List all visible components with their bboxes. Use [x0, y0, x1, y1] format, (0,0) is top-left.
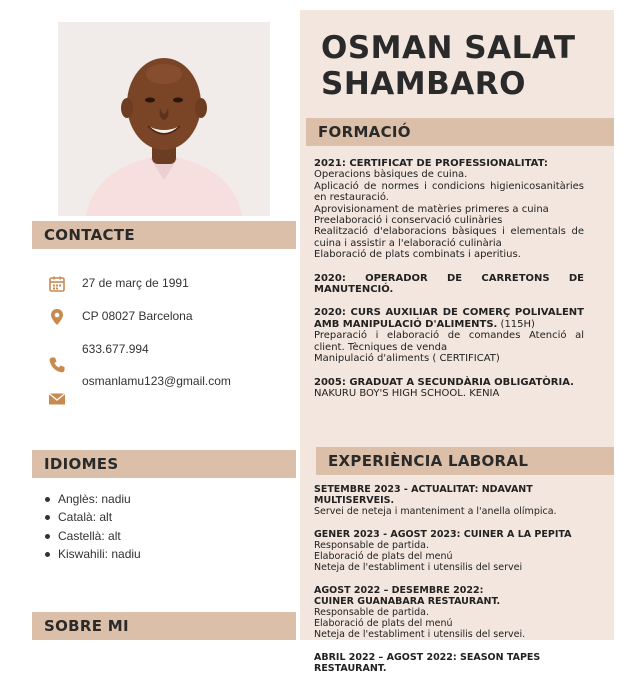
phone-icon	[48, 356, 66, 374]
experience-heading: GENER 2023 - AGOST 2023: CUINER A LA PEPITA	[314, 529, 572, 540]
education-line: Preparació i elaboració de comandes Atenció al client. Tècniques de venda	[314, 330, 584, 353]
contact-title: CONTACTE	[44, 226, 135, 244]
experience-line: Responsable de partida.	[314, 540, 430, 551]
contact-header	[32, 221, 296, 249]
name-line-1: OSMAN SALAT	[321, 30, 576, 66]
experience-line: Neteja de l'establiment i utensilis del servei.	[314, 629, 526, 640]
education-heading: 2005: GRADUAT A SECUNDÀRIA OBLIGATÒRIA.	[314, 376, 574, 388]
education-line: Operacions bàsiques de cuina.	[314, 169, 468, 181]
language-item: Castellà: alt	[45, 527, 141, 545]
education-line: Aprovisionament de matèries primeres a cuina	[314, 203, 549, 215]
phone-number[interactable]: 633.677.994	[82, 342, 149, 356]
education-heading: 2020: OPERADOR DE CARRETONS DE MANUTENCIÓ.	[314, 272, 584, 296]
experience-list	[314, 484, 604, 686]
experience-entry	[314, 529, 604, 573]
location-pin-icon	[48, 308, 66, 326]
birthdate: 27 de març de 1991	[82, 276, 189, 290]
name-line-2: SHAMBARO	[321, 66, 526, 102]
education-heading: 2021: CERTIFICAT DE PROFESSIONALITAT:	[314, 158, 548, 169]
experience-header	[316, 447, 614, 475]
candidate-name	[321, 30, 611, 102]
education-title: FORMACIÓ	[318, 123, 411, 141]
education-heading-text: 2020: CURS AUXILIAR DE COMERÇ POLIVALENT AMB MANIPULACIÓ D'ALIMENTS.	[314, 307, 584, 330]
email-address[interactable]: osmanlamu123@gmail.com	[82, 374, 231, 388]
experience-title: EXPERIÈNCIA LABORAL	[328, 452, 529, 470]
education-entry	[314, 273, 584, 296]
experience-line: Servei de neteja i manteniment a l'anella olímpica.	[314, 506, 557, 517]
profile-photo	[58, 22, 270, 216]
education-line: Manipulació d'aliments ( CERTIFICAT)	[314, 353, 500, 365]
education-header	[306, 118, 614, 146]
education-line: Aplicació de normes i condicions higienicosanitàries en restauració.	[314, 180, 584, 204]
language-item: Kiswahili: nadiu	[45, 545, 141, 563]
education-entry	[314, 307, 584, 364]
about-title: SOBRE MI	[44, 617, 129, 635]
education-heading-suffix: (115H)	[497, 318, 535, 330]
education-line: NAKURU BOY'S HIGH SCHOOL. KENIA	[314, 387, 500, 399]
languages-header	[32, 450, 296, 478]
experience-line: Neteja de l'establiment i utensilis del servei	[314, 562, 523, 573]
experience-line: Elaboració de plats del menú	[314, 551, 453, 562]
language-item: Anglès: nadiu	[45, 490, 141, 508]
education-entry	[314, 377, 584, 400]
education-entry	[314, 158, 584, 261]
experience-heading: AGOST 2022 – DESEMBRE 2022: CUINER GUANABARA RESTAURANT.	[314, 585, 501, 607]
language-item: Català: alt	[45, 508, 141, 526]
education-line: Elaboració de plats combinats i aperitius.	[314, 249, 521, 261]
calendar-icon	[48, 275, 66, 293]
education-list	[314, 158, 584, 411]
address: CP 08027 Barcelona	[82, 309, 193, 323]
education-line: Preelaboració i conservació culinàries	[314, 215, 503, 227]
experience-line: Elaboració de plats del menú	[314, 618, 453, 629]
languages-list	[45, 490, 141, 563]
education-line: Realització d'elaboracions bàsiques i elementals de cuina i assistir a l'elaboració culinària	[314, 226, 584, 249]
experience-heading: ABRIL 2022 – AGOST 2022: SEASON TAPES RESTAURANT.	[314, 652, 541, 674]
education-heading	[314, 307, 584, 330]
languages-title: IDIOMES	[44, 455, 119, 473]
about-header	[32, 612, 296, 640]
experience-line: Responsable de partida.	[314, 607, 430, 618]
mail-icon	[48, 390, 66, 408]
experience-entry	[314, 484, 604, 517]
experience-entry	[314, 652, 604, 674]
experience-entry	[314, 585, 604, 640]
experience-heading: SETEMBRE 2023 - ACTUALITAT: NDAVANT MULTISERVEIS.	[314, 484, 533, 506]
